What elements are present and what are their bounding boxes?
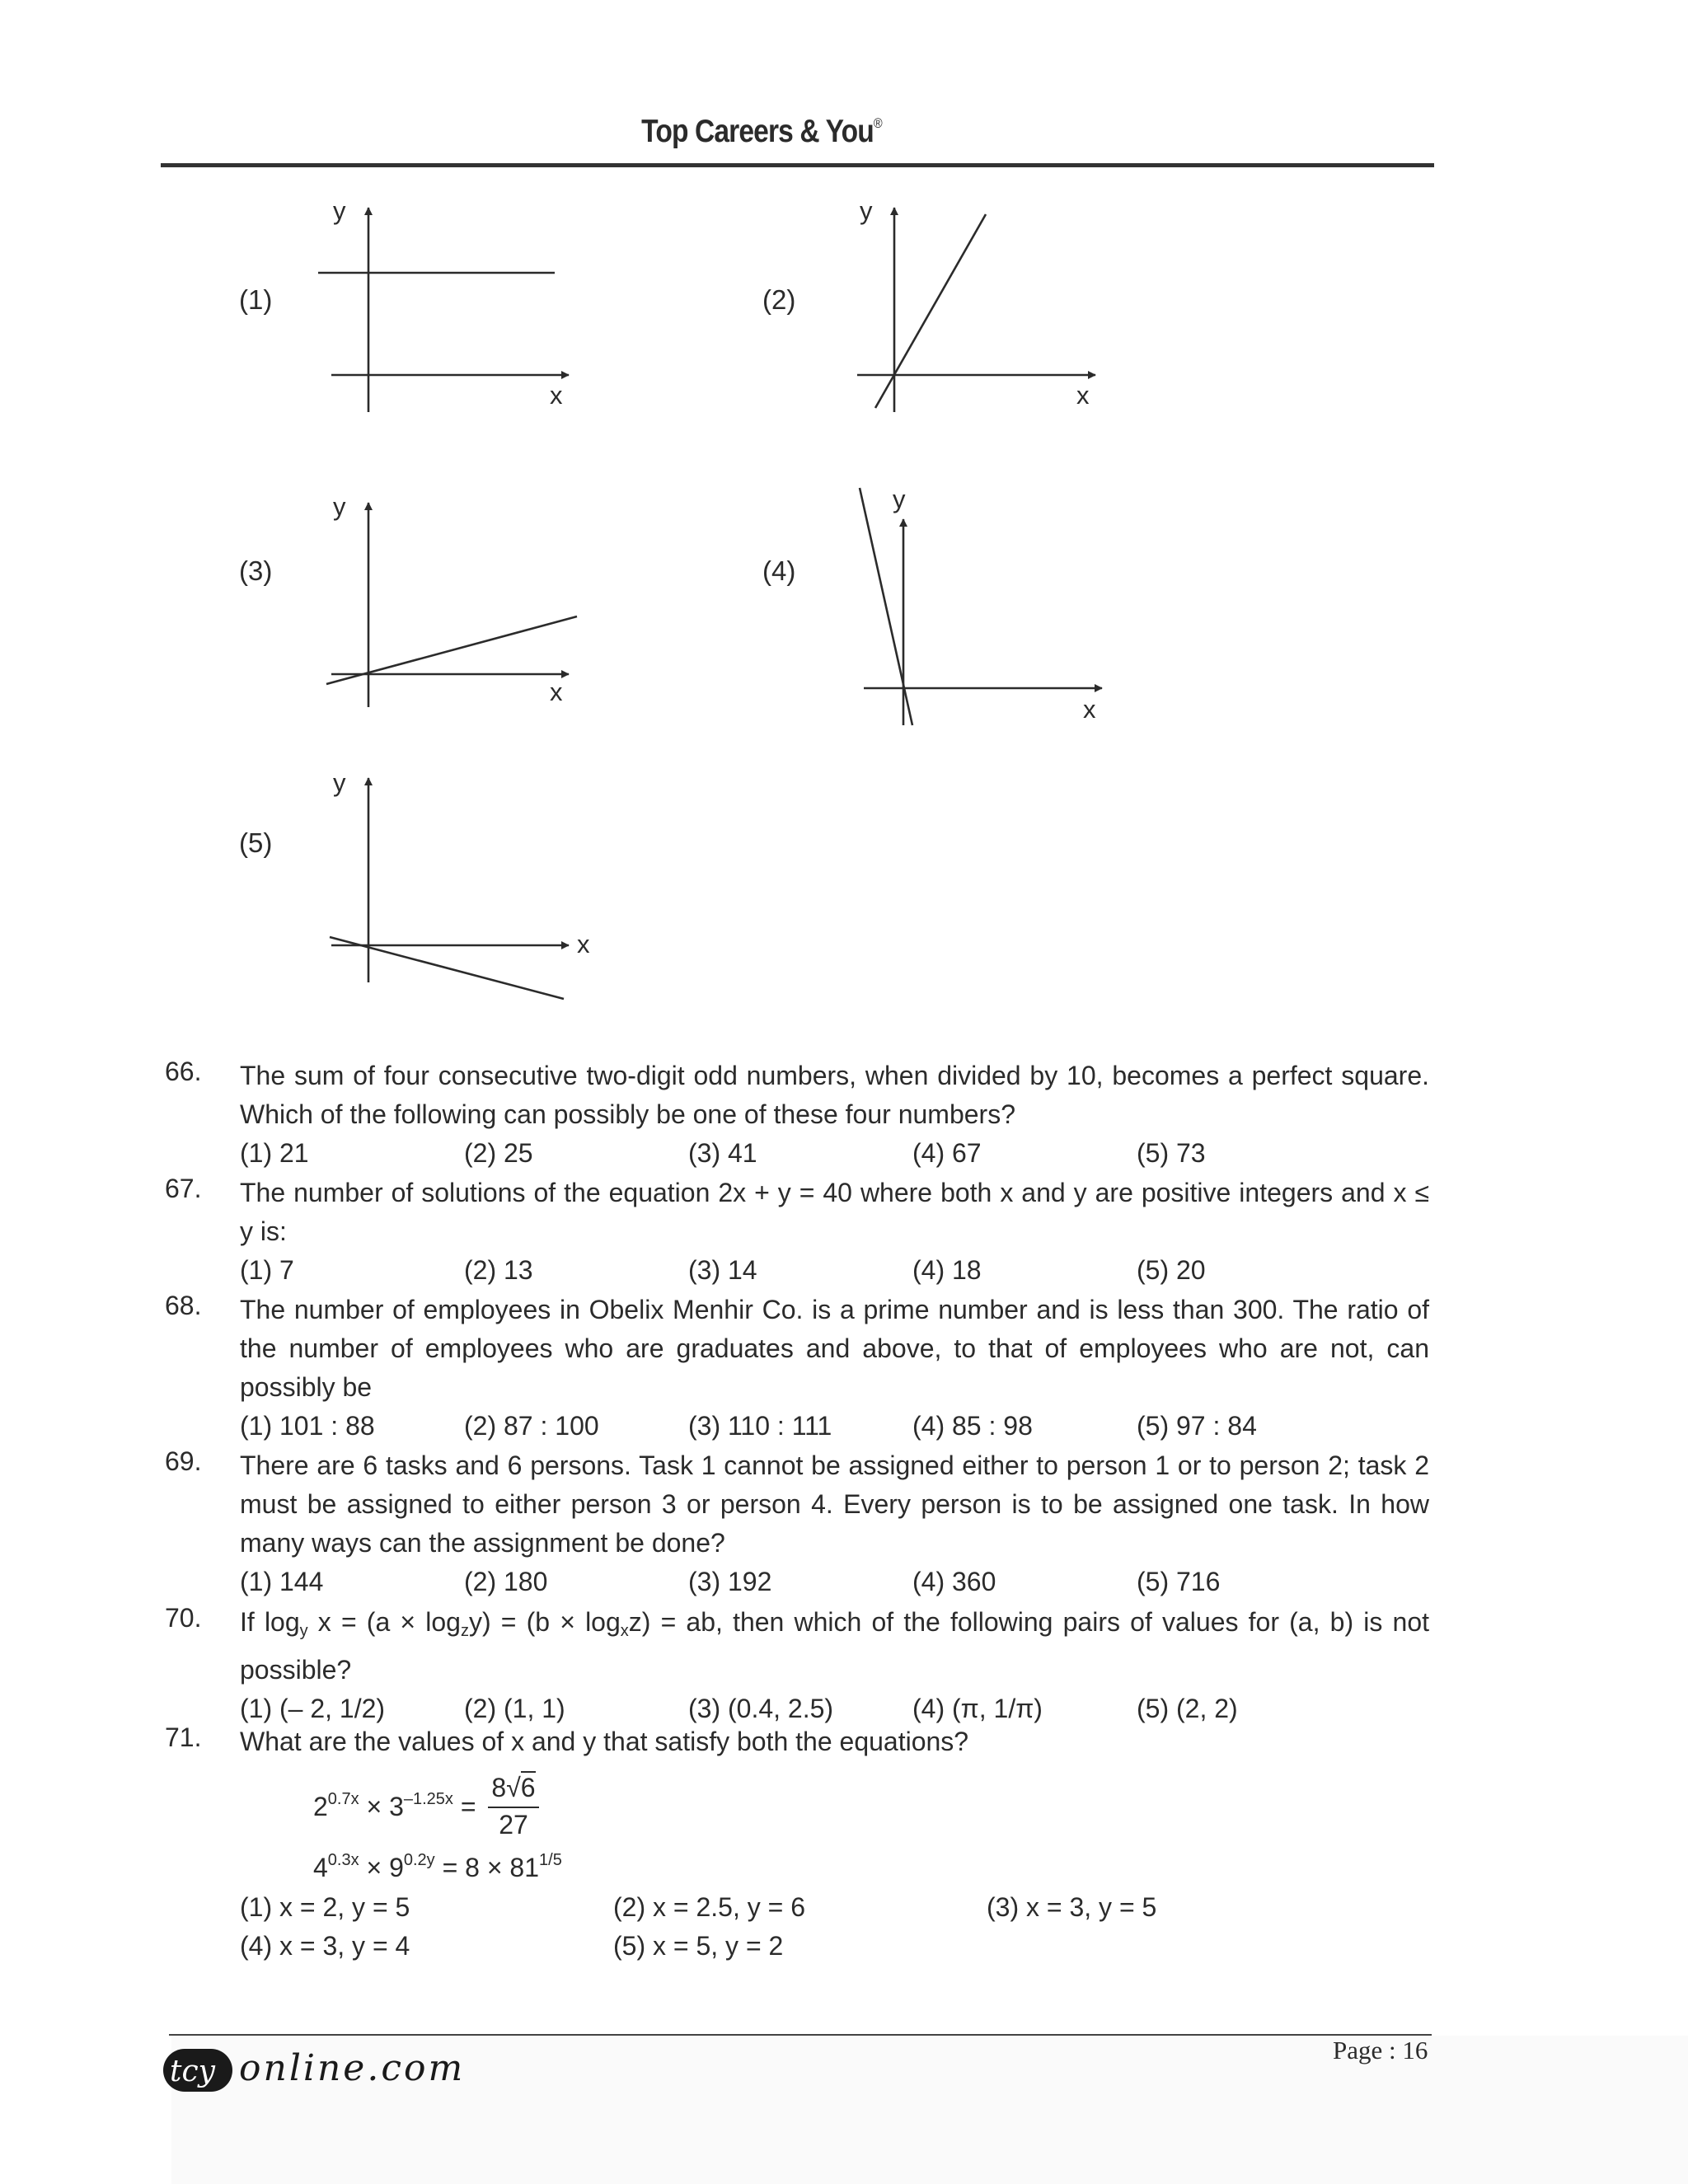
option-5: (5) 97 : 84 [1137,1411,1257,1441]
option-2: (2) 25 [464,1138,533,1168]
question-text: There are 6 tasks and 6 persons. Task 1 cannot be assigned either to person 1 or to person 2; task 2 must be assigned to either person 3 or person 4. Every person is to be assigned one task. In how many ways can the assignment be done? [240,1451,1429,1558]
option-2: (2) x = 2.5, y = 6 [613,1892,805,1922]
graph-1-y-label: y [333,196,346,225]
options-row [240,1134,1434,1173]
options-row [240,1563,1434,1601]
eq1-denominator: 27 [499,1810,528,1840]
graph-3-label: (3) [239,555,273,586]
question-67 [165,1174,1434,1290]
option-1: (1) 144 [240,1567,324,1596]
question-71-options [165,1888,1434,1966]
eq2-times: × [366,1853,382,1882]
q70-log-base-y: y [299,1622,308,1640]
graph-1-x-label: x [550,381,563,410]
options-row [240,1888,1434,1927]
logo-badge-text: tcy [170,2055,215,2088]
eq1-numerator [488,1772,539,1803]
option-3: (3) (0.4, 2.5) [688,1694,834,1723]
eq1-fraction [488,1772,539,1840]
question-68 [165,1291,1434,1446]
option-3: (3) 192 [688,1567,772,1596]
graph-2-label: (2) [762,284,796,315]
option-1: (1) 101 : 88 [240,1411,375,1441]
footer-rule [169,2034,1432,2036]
q70-log-base-x: x [620,1622,629,1640]
answer-graphs [0,0,1688,1038]
option-4: (4) (π, 1/π) [912,1694,1043,1723]
q70-text-part-3: y) = (b × log [468,1607,621,1637]
question-66 [165,1057,1434,1173]
graph-3-x-label: x [550,677,563,706]
eq2-base-2: 9 [389,1853,404,1882]
option-3: (3) 14 [688,1255,757,1285]
graph-5-y-label: y [333,768,346,797]
question-text [240,1603,1429,1690]
question-number: 66. [165,1057,202,1086]
q70-log-base-z: z [460,1622,469,1640]
options-row [240,1251,1434,1290]
graph-2-x-label: x [1076,381,1090,410]
equation-1 [313,1772,560,1850]
graph-4-y-label: y [893,485,906,513]
logo-wordmark: online.com [239,2047,466,2089]
option-4: (4) 85 : 98 [912,1411,1033,1441]
question-number: 67. [165,1174,202,1203]
q70-text-part-4: z) = ab, then which of the following pairs of values for (a, b) is not possible? [240,1607,1429,1685]
option-2: (2) (1, 1) [464,1694,565,1723]
graph-4 [860,488,1102,725]
graph-2 [857,208,1095,412]
question-text: The number of employees in Obelix Menhir Co. is a prime number and is less than 300. The ratio of the number of employees who are graduates and above, to that of employees who are not, can possibly be [240,1295,1429,1402]
option-2: (2) 180 [464,1567,548,1596]
option-5: (5) 20 [1137,1255,1206,1285]
eq1-num-coef: 8 [491,1773,507,1802]
option-5: (5) x = 5, y = 2 [613,1931,784,1961]
option-3: (3) 110 : 111 [688,1411,832,1441]
option-5: (5) 73 [1137,1138,1206,1168]
eq1-equals: = [460,1792,476,1821]
graph-5-label: (5) [239,827,273,858]
question-text: The sum of four consecutive two-digit odd numbers, when divided by 10, becomes a perfect square. Which of the following can possibly be one of these four numbers? [240,1061,1429,1129]
option-4: (4) 360 [912,1567,996,1596]
q70-text-part-1: If log [240,1607,300,1637]
graph-1 [318,208,569,412]
eq2-exponent-1: 0.3x [327,1851,359,1869]
equation-2 [313,1851,562,1883]
eq2-exponent-2: 0.2y [403,1851,435,1869]
option-3: (3) 41 [688,1138,757,1168]
options-row [240,1407,1434,1446]
question-71 [165,1722,1434,1761]
graph-4-label: (4) [762,555,796,586]
eq1-exponent-2: –1.25x [403,1790,453,1808]
header-title-text: Top Careers & You [641,114,874,149]
q70-text-part-2: x = (a × log [307,1607,461,1637]
question-number: 71. [165,1722,202,1752]
option-2: (2) 87 : 100 [464,1411,599,1441]
eq1-num-radicand: 6 [520,1773,536,1802]
graph-3 [326,503,577,707]
graph-4-x-label: x [1083,695,1096,724]
eq2-rhs-exponent: 1/5 [539,1851,562,1869]
graph-3-y-label: y [333,492,346,521]
eq2-base-1: 4 [313,1853,328,1882]
options-row [240,1927,1434,1966]
question-number: 68. [165,1291,202,1320]
question-69 [165,1446,1434,1601]
eq2-rhs: = 8 × 81 [442,1853,540,1882]
question-text: What are the values of x and y that satisfy both the equations? [240,1727,969,1756]
eq1-exponent-1: 0.7x [327,1790,359,1808]
option-1: (1) 7 [240,1255,294,1285]
option-3: (3) x = 3, y = 5 [987,1892,1157,1922]
option-5: (5) 716 [1137,1567,1221,1596]
graph-2-y-label: y [860,196,873,225]
option-4: (4) x = 3, y = 4 [240,1931,410,1961]
question-text: The number of solutions of the equation 2x + y = 40 where both x and y are positive integers and x ≤ y is: [240,1178,1429,1246]
eq1-base-1: 2 [313,1792,328,1821]
option-5: (5) (2, 2) [1137,1694,1238,1723]
option-1: (1) x = 2, y = 5 [240,1892,410,1922]
registered-mark: ® [873,115,882,131]
question-number: 70. [165,1603,202,1633]
option-2: (2) 13 [464,1255,533,1285]
graph-1-label: (1) [239,284,273,315]
option-4: (4) 67 [912,1138,982,1168]
radical-icon: √ [506,1773,521,1802]
logo-badge [163,2049,232,2092]
eq1-times: × [366,1792,382,1821]
page-number: Page : 16 [1333,2036,1428,2064]
question-70 [165,1603,1434,1728]
graph-5 [330,778,569,999]
option-1: (1) (– 2, 1/2) [240,1694,386,1723]
eq1-base-2: 3 [389,1792,404,1821]
question-number: 69. [165,1446,202,1476]
graph-5-x-label: x [577,930,590,958]
option-1: (1) 21 [240,1138,309,1168]
option-4: (4) 18 [912,1255,982,1285]
